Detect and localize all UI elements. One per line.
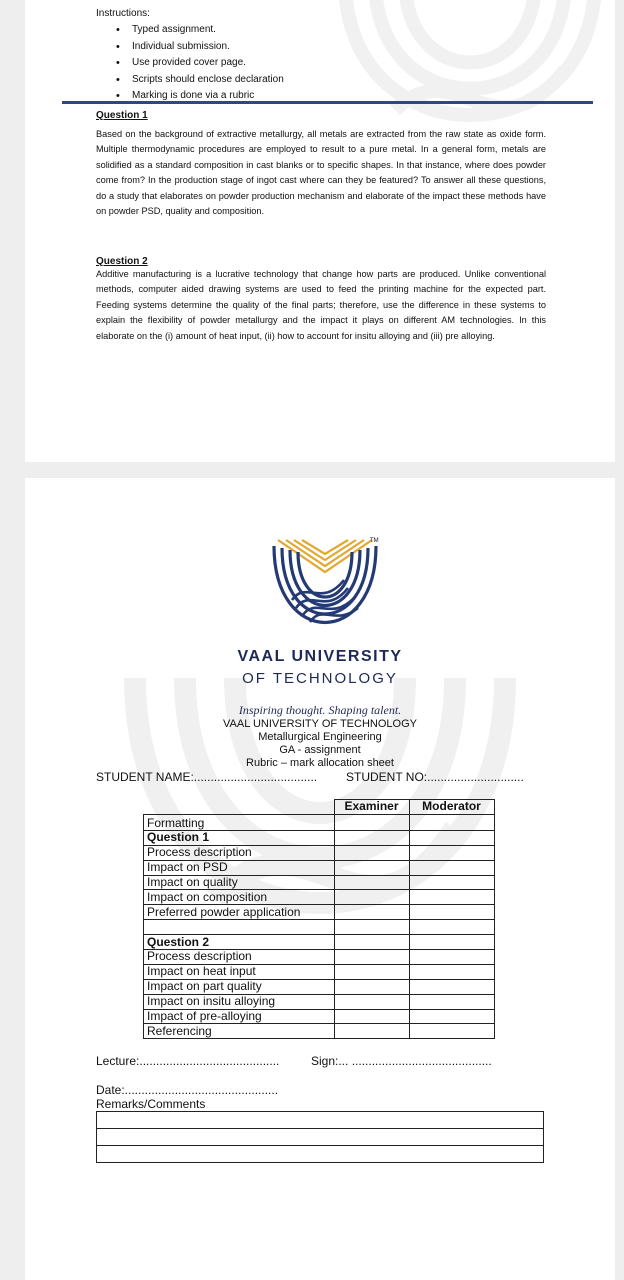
table-cell[interactable] — [334, 875, 409, 890]
table-cell[interactable] — [409, 979, 494, 994]
table-cell[interactable] — [409, 814, 494, 830]
table-row — [144, 1024, 495, 1039]
table-cell[interactable] — [409, 875, 494, 890]
table-cell[interactable] — [334, 979, 409, 994]
remarks-line[interactable] — [97, 1112, 544, 1129]
divider — [62, 101, 593, 104]
table-cell[interactable] — [334, 964, 409, 979]
table-row — [144, 994, 495, 1009]
question-1-body: Based on the background of extractive metallurgy, all metals are extracted from the raw state as oxide form. Multiple thermodynamic procedures are employed to result to a pure metal. In a general form, metals are solidified as a standard composition in cast blanks or to specific shapes. In that instance, where does powder come from? In the production stage of ingot cast where can they be featured? To answer all these questions, do a study that elaborates on powder production mechanism and elaborate of the impact these methods have on powder PSD, quality and composition. — [96, 129, 546, 217]
table-cell: Question 2 — [144, 935, 335, 950]
table-row — [144, 814, 495, 830]
table-cell: Process description — [144, 845, 335, 860]
table-row — [144, 890, 495, 905]
table-cell[interactable] — [334, 890, 409, 905]
table-header-cell — [144, 800, 335, 815]
table-cell[interactable] — [409, 845, 494, 860]
tagline: Inspiring thought. Shaping talent. — [238, 703, 402, 717]
table-cell[interactable] — [409, 860, 494, 875]
header-line: Rubric – mark allocation sheet — [246, 757, 394, 769]
document-page-1 — [25, 0, 615, 462]
table-cell[interactable] — [334, 905, 409, 920]
table-cell: Impact of pre-alloying — [144, 1009, 335, 1024]
remarks-label: Remarks/Comments — [96, 1097, 206, 1111]
table-cell: Impact on composition — [144, 890, 335, 905]
table-row — [144, 860, 495, 875]
table-cell[interactable] — [409, 964, 494, 979]
instructions-title: Instructions: — [96, 8, 150, 19]
table-cell: Impact on PSD — [144, 860, 335, 875]
table-header-cell: Examiner — [334, 800, 409, 815]
table-cell[interactable] — [334, 1024, 409, 1039]
question-1-title: Question 1 — [96, 110, 148, 121]
table-cell: Impact on part quality — [144, 979, 335, 994]
table-cell[interactable] — [409, 905, 494, 920]
table-cell: Referencing — [144, 1024, 335, 1039]
table-row — [97, 1112, 544, 1129]
question-1-section — [96, 110, 546, 219]
sign-field[interactable]: Sign:... .......................................... — [311, 1054, 492, 1068]
table-row — [144, 979, 495, 994]
university-logo — [270, 538, 380, 638]
header-line: Metallurgical Engineering — [258, 731, 382, 743]
date-field[interactable]: Date:.............................................. — [96, 1083, 279, 1097]
table-cell[interactable] — [409, 890, 494, 905]
list-item: • Use provided cover page. — [120, 55, 546, 72]
table-cell[interactable] — [334, 1009, 409, 1024]
table-cell: Impact on insitu alloying — [144, 994, 335, 1009]
student-name-field[interactable]: STUDENT NAME:..................................... — [96, 770, 318, 784]
university-subname: OF TECHNOLOGY — [242, 670, 398, 687]
table-row — [144, 935, 495, 950]
list-item: • Scripts should enclose declaration — [120, 72, 546, 89]
question-2-title: Question 2 — [96, 256, 148, 267]
table-cell: Question 1 — [144, 830, 335, 845]
table-cell[interactable] — [334, 814, 409, 830]
table-cell — [144, 920, 335, 935]
question-2-section — [96, 256, 546, 344]
lecture-field[interactable]: Lecture:.......................................... — [96, 1054, 280, 1068]
table-cell[interactable] — [409, 1024, 494, 1039]
student-info-row — [96, 770, 566, 784]
table-cell: Preferred powder application — [144, 905, 335, 920]
remarks-line[interactable] — [97, 1129, 544, 1146]
table-cell[interactable] — [334, 950, 409, 965]
table-row — [144, 830, 495, 845]
table-header-cell: Moderator — [409, 800, 494, 815]
remarks-line[interactable] — [97, 1146, 544, 1163]
table-cell[interactable] — [409, 935, 494, 950]
table-cell[interactable] — [334, 935, 409, 950]
table-row — [144, 875, 495, 890]
list-item: • Marking is done via a rubric — [120, 88, 546, 105]
table-cell[interactable] — [409, 994, 494, 1009]
list-item: • Individual submission. — [120, 39, 546, 56]
table-cell[interactable] — [409, 830, 494, 845]
student-number-field[interactable]: STUDENT NO:............................. — [346, 770, 524, 784]
table-cell: Impact on quality — [144, 875, 335, 890]
instructions-block — [96, 6, 546, 105]
table-cell[interactable] — [409, 920, 494, 935]
table-cell[interactable] — [334, 860, 409, 875]
table-cell[interactable] — [334, 920, 409, 935]
table-cell[interactable] — [409, 950, 494, 965]
table-cell[interactable] — [409, 1009, 494, 1024]
remarks-box — [96, 1111, 544, 1163]
table-cell[interactable] — [334, 845, 409, 860]
table-cell: Formatting — [144, 814, 335, 830]
trademark-label: TM — [370, 538, 379, 544]
list-item: • Typed assignment. — [120, 22, 546, 39]
table-row — [144, 950, 495, 965]
table-cell: Impact on heat input — [144, 964, 335, 979]
table-row — [97, 1129, 544, 1146]
table-row — [144, 964, 495, 979]
table-cell[interactable] — [334, 994, 409, 1009]
table-cell: Process description — [144, 950, 335, 965]
vut-logo-icon — [270, 538, 380, 638]
table-header-row — [144, 800, 495, 815]
university-name: VAAL UNIVERSITY — [237, 648, 403, 665]
table-row — [97, 1146, 544, 1163]
table-cell[interactable] — [334, 830, 409, 845]
table-row — [144, 845, 495, 860]
rubric-table — [143, 799, 495, 1039]
table-row — [144, 920, 495, 935]
header-line: VAAL UNIVERSITY OF TECHNOLOGY — [223, 718, 417, 730]
question-2-body: Additive manufacturing is a lucrative technology that change how parts are produced. Unlike conventional methods, computer aided drawing systems are used to feed the printing machine for the expected part. Feeding systems determine the quality of the final parts; therefore, use the difference in these systems to explain the flexibility of powder metallurgy and the impact it plays on different AM technologies. In this elaborate on the (i) amount of heat input, (ii) how to account for insitu alloying and (iii) pre alloying. — [96, 269, 546, 341]
table-row — [144, 905, 495, 920]
document-page-2 — [25, 478, 615, 1280]
table-row — [144, 1009, 495, 1024]
header-line: GA - assignment — [279, 744, 361, 756]
instructions-list — [96, 22, 546, 105]
